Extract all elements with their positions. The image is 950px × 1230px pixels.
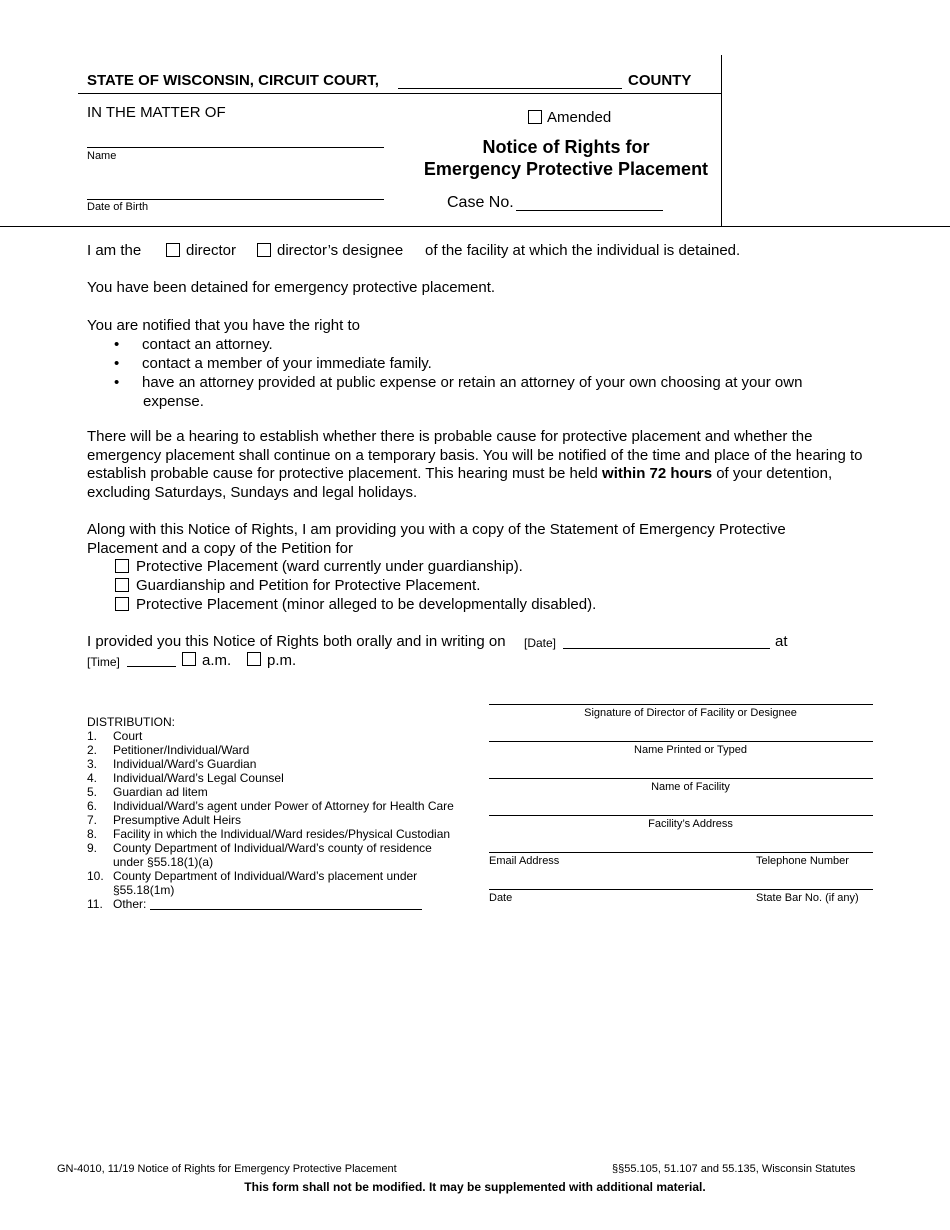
petition-option-label: Protective Placement (ward currently under guardianship). <box>136 558 523 575</box>
detained-statement: You have been detained for emergency protective placement. <box>87 279 496 296</box>
name-field[interactable] <box>87 147 384 148</box>
distribution-list <box>87 729 487 911</box>
form-title-line1: Notice of Rights for <box>482 137 650 157</box>
distribution-item-text: under §55.18(1)(a) <box>113 855 214 869</box>
distribution-item-number: 10. <box>87 869 104 883</box>
directors-designee-label: director’s designee <box>277 242 404 259</box>
distribution-item-number: 4. <box>87 771 98 785</box>
distribution-item-text: Court <box>113 729 143 743</box>
distribution-item-text: Petitioner/Individual/Ward <box>113 743 250 757</box>
distribution-item-text: County Department of Individual/Ward’s county of residence <box>113 841 432 855</box>
right-item: • contact a member of your immediate family. <box>87 354 887 373</box>
header-court-underline <box>78 93 721 94</box>
distribution-item-text: Guardian ad litem <box>113 785 208 799</box>
form-id: GN-4010, 11/19 Notice of Rights for Emergency Protective Placement <box>57 1163 397 1175</box>
along-line2: Placement and a copy of the Petition for <box>87 540 353 557</box>
email-label: Email Address <box>489 855 560 867</box>
statutes: §§55.105, 51.107 and 55.135, Wisconsin Statutes <box>612 1163 856 1175</box>
signature-date-label: Date <box>489 892 513 904</box>
distribution-title: DISTRIBUTION: <box>87 715 176 729</box>
pm-checkbox[interactable] <box>247 652 261 666</box>
distribution-item-number: 7. <box>87 813 98 827</box>
director-label: director <box>186 242 237 259</box>
time-field[interactable] <box>127 666 176 667</box>
rights-intro: You are notified that you have the right to <box>87 317 360 334</box>
director-checkbox[interactable] <box>166 243 180 257</box>
distribution-item-number: 11. <box>87 897 103 911</box>
petition-option-label: Protective Placement (minor alleged to be developmentally disabled). <box>136 596 597 613</box>
county-label: COUNTY <box>628 72 692 89</box>
role-suffix: of the facility at which the individual is detained. <box>425 242 741 259</box>
distribution-item-text: Other: <box>113 897 147 911</box>
distribution-item <box>87 729 487 743</box>
distribution-item <box>87 841 487 869</box>
at-label: at <box>775 633 788 650</box>
distribution-item-number: 9. <box>87 841 98 855</box>
distribution-item-text: §55.18(1m) <box>113 883 175 897</box>
hearing-paragraph: There will be a hearing to establish whether there is probable cause for protective placement and whether the emergency placement shall continue on a temporary basis. You will be notified of the time and place of the hearing to establish probable cause for protective placement. This hearing must be held within 72 hours of your detention, excluding Saturdays, Sundays and legal holidays. <box>87 428 863 502</box>
petition-option-checkbox[interactable] <box>115 597 129 611</box>
date-bar-field[interactable] <box>489 889 873 890</box>
state-bar-label: State Bar No. (if any) <box>756 892 859 904</box>
role-prefix: I am the <box>87 242 142 259</box>
distribution-item-text: Presumptive Adult Heirs <box>113 813 242 827</box>
distribution-item <box>87 771 487 785</box>
petition-option-checkbox[interactable] <box>115 578 129 592</box>
along-line1: Along with this Notice of Rights, I am providing you with a copy of the Statement of Emergency Protective <box>87 521 786 538</box>
modification-notice: This form shall not be modified. It may be supplemented with additional material. <box>244 1180 706 1194</box>
amended-label: Amended <box>547 109 612 126</box>
in-the-matter-of-label: IN THE MATTER OF <box>87 104 226 121</box>
distribution-item-number: 6. <box>87 799 98 813</box>
email-phone-field[interactable] <box>489 852 873 853</box>
distribution-item <box>87 743 487 757</box>
header-bottom-rule <box>0 226 950 227</box>
facility-address-field[interactable] <box>489 815 873 816</box>
distribution-item-text: County Department of Individual/Ward’s placement under <box>113 869 418 883</box>
name-label: Name <box>87 150 117 162</box>
am-checkbox[interactable] <box>182 652 196 666</box>
amended-checkbox[interactable] <box>528 110 542 124</box>
hearing-deadline: within 72 hours <box>602 465 713 483</box>
right-item: • have an attorney provided at public expense or retain an attorney of your own choosing at your own <box>87 373 887 392</box>
date-of-birth-field[interactable] <box>87 199 384 200</box>
county-name-field[interactable] <box>398 88 622 89</box>
distribution-item-number: 5. <box>87 785 98 799</box>
rights-list <box>87 335 887 411</box>
directors-designee-checkbox[interactable] <box>257 243 271 257</box>
distribution-item-number: 3. <box>87 757 98 771</box>
form-title-line2: Emergency Protective Placement <box>423 159 709 179</box>
time-field-label: [Time] <box>87 655 120 669</box>
date-field[interactable] <box>563 648 770 649</box>
am-label: a.m. <box>202 652 232 669</box>
date-field-label: [Date] <box>524 636 557 650</box>
facility-name-field[interactable] <box>489 778 873 779</box>
name-printed-label: Name Printed or Typed <box>634 744 747 756</box>
distribution-item <box>87 785 487 799</box>
petition-option-checkbox[interactable] <box>115 559 129 573</box>
distribution-item-text: Individual/Ward’s Legal Counsel <box>113 771 284 785</box>
distribution-item-number: 1. <box>87 729 98 743</box>
case-no-field[interactable] <box>516 210 663 211</box>
petition-option-label: Guardianship and Petition for Protective Placement. <box>136 577 481 594</box>
distribution-item-text: Individual/Ward’s Guardian <box>113 757 257 771</box>
distribution-item-text: Facility in which the Individual/Ward resides/Physical Custodian <box>113 827 451 841</box>
distribution-item-number: 2. <box>87 743 98 757</box>
distribution-item-text: Individual/Ward’s agent under Power of Attorney for Health Care <box>113 799 454 813</box>
other-distribution-field[interactable] <box>150 909 422 910</box>
right-item: • contact an attorney. <box>87 335 887 354</box>
facility-name-label: Name of Facility <box>651 781 730 793</box>
signature-field[interactable] <box>489 704 873 705</box>
distribution-item <box>87 869 487 897</box>
provided-statement: I provided you this Notice of Rights both orally and in writing on <box>87 633 506 650</box>
distribution-item <box>87 799 487 813</box>
case-no-label: Case No. <box>447 194 514 211</box>
date-of-birth-label: Date of Birth <box>87 201 149 213</box>
facility-address-label: Facility’s Address <box>648 818 733 830</box>
signature-label: Signature of Director of Facility or Designee <box>584 707 797 719</box>
distribution-item <box>87 827 487 841</box>
state-court-label: STATE OF WISCONSIN, CIRCUIT COURT, <box>87 72 379 89</box>
distribution-item-number: 8. <box>87 827 98 841</box>
telephone-label: Telephone Number <box>756 855 849 867</box>
distribution-item <box>87 813 487 827</box>
distribution-item <box>87 757 487 771</box>
right-item-continuation: expense. <box>143 393 204 410</box>
pm-label: p.m. <box>267 652 297 669</box>
name-printed-field[interactable] <box>489 741 873 742</box>
